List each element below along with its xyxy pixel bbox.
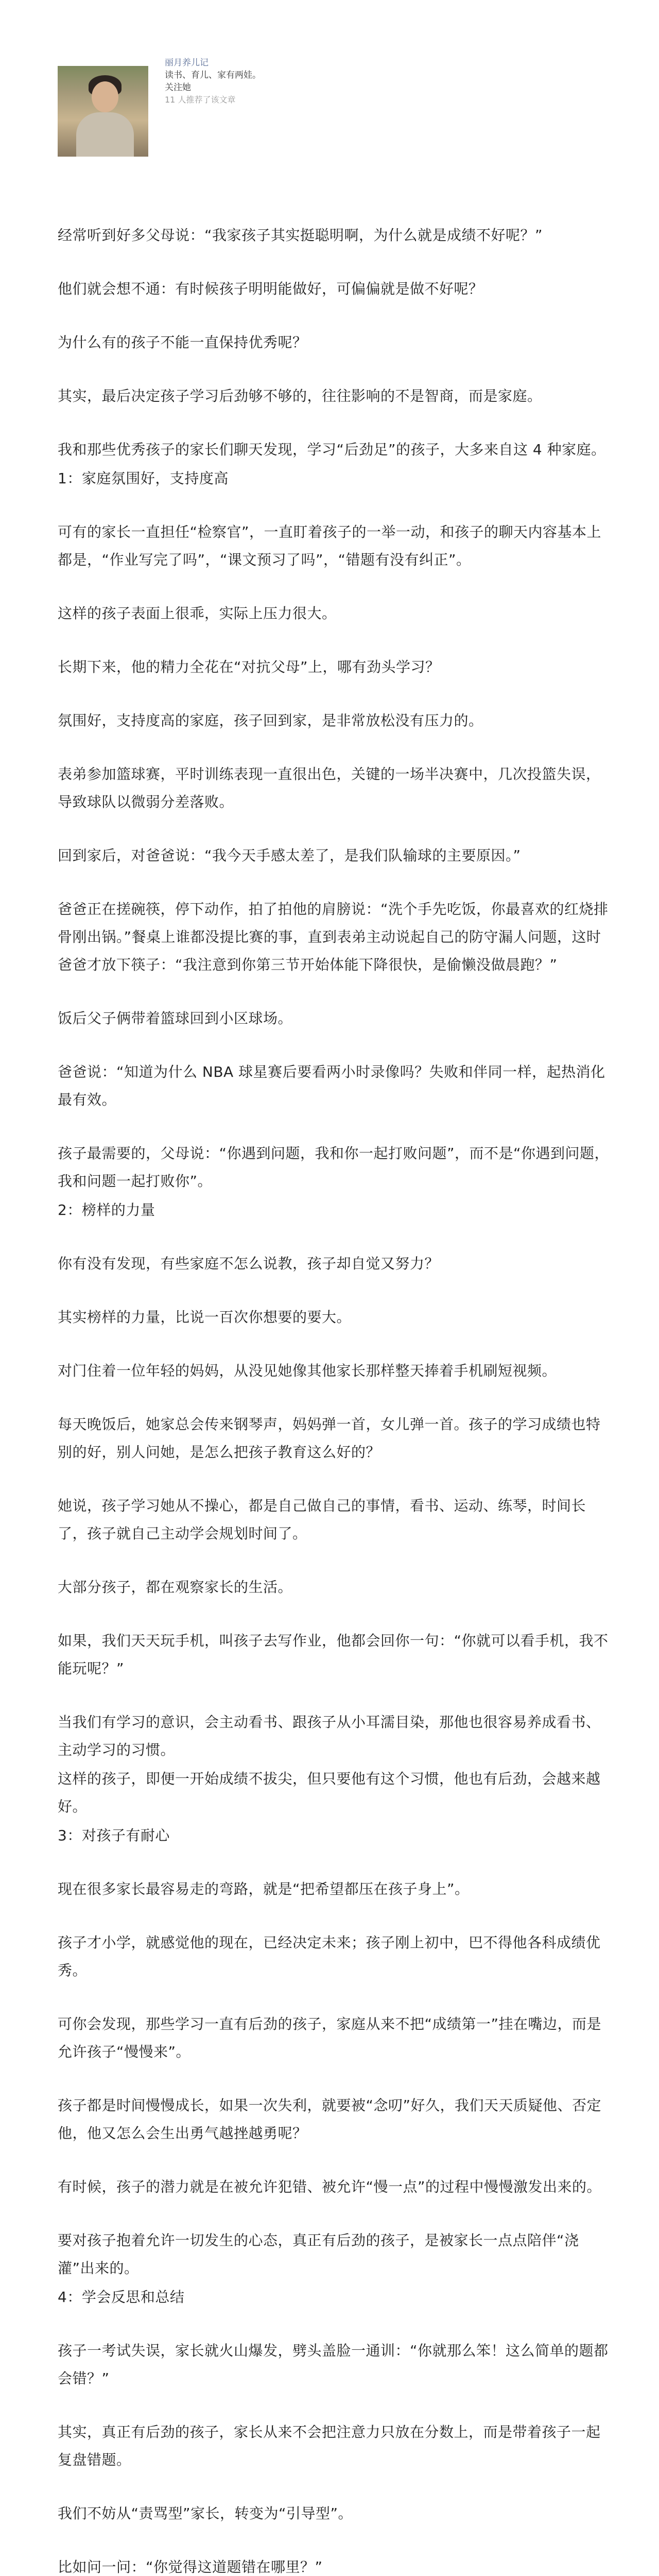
author-card: [58, 57, 610, 180]
article-paragraph: 当我们有学习的意识，会主动看书、跟孩子从小耳濡目染，那他也很容易养成看书、主动学习的习惯。: [58, 1714, 601, 1758]
avatar-figure-body: [76, 112, 134, 157]
article-paragraph: 爸爸正在搓碗筷，停下动作，拍了拍他的肩膀说：“洗个手先吃饭，你最喜欢的红烧排骨刚出锅。”餐桌上谁都没提比赛的事，直到表弟主动说起自己的防守漏人问题，这时爸爸才放下筷子：“我注意到你第三节开始体能下降很快，是偷懒没做晨跑？”: [58, 901, 609, 973]
article-paragraph: 孩子一考试失误，家长就火山爆发，劈头盖脸一通训：“你就那么笨！这么简单的题都会错？”: [58, 2342, 609, 2387]
article-paragraph: 你有没有发现，有些家庭不怎么说教，孩子却自觉又努力？: [58, 1255, 440, 1272]
article-paragraph: 这样的孩子，即便一开始成绩不拔尖，但只要他有这个习惯，他也有后劲，会越来越好。: [58, 1770, 601, 1815]
author-nickname[interactable]: 丽月养儿记: [165, 58, 209, 68]
article-paragraph: 孩子才小学，就感觉他的现在，已经决定未来；孩子刚上初中，巴不得他各科成绩优秀。: [58, 1934, 601, 1979]
article-paragraph: 如果，我们天天玩手机，叫孩子去写作业，他都会回你一句：“你就可以看手机，我不能玩呢？”: [58, 1632, 609, 1677]
article-paragraph: 可你会发现，那些学习一直有后劲的孩子，家庭从来不把“成绩第一”挂在嘴边，而是允许孩子“慢慢来”。: [58, 2015, 602, 2060]
article-paragraph: 他们就会想不通：有时候孩子明明能做好，可偏偏就是做不好呢？: [58, 280, 483, 297]
article-paragraph: 3：对孩子有耐心: [58, 1827, 170, 1844]
article-paragraph: 长期下来，他的精力全花在“对抗父母”上，哪有劲头学习？: [58, 658, 440, 675]
follow-link[interactable]: 关注她: [165, 82, 191, 93]
article-paragraph: 表弟参加篮球赛，平时训练表现一直很出色，关键的一场半决赛中，几次投篮失误，导致球队以微弱分差落败。: [58, 766, 601, 810]
article-paragraph: 经常听到好多父母说：“我家孩子其实挺聪明啊，为什么就是成绩不好呢？”: [58, 227, 543, 244]
article-paragraph: 2：榜样的力量: [58, 1201, 155, 1218]
article-paragraph: 每天晚饭后，她家总会传来钢琴声，妈妈弹一首，女儿弹一首。孩子的学习成绩也特别的好，别人问她，是怎么把孩子教育这么好的？: [58, 1416, 601, 1461]
article-paragraph: 孩子都是时间慢慢成长，如果一次失利，就要被“念叨”好久，我们天天质疑他、否定他，他又怎么会生出勇气越挫越勇呢？: [58, 2097, 602, 2142]
article-paragraph: 孩子最需要的，父母说：“你遇到问题，我和你一起打败问题”，而不是“你遇到问题，我和问题一起打败你”。: [58, 1145, 610, 1190]
article-paragraph: 回到家后，对爸爸说：“我今天手感太差了，是我们队输球的主要原因。”: [58, 847, 521, 864]
article-paragraph: 我们不妨从“责骂型”家长，转变为“引导型”。: [58, 2505, 353, 2522]
article-paragraph: 大部分孩子，都在观察家长的生活。: [58, 1579, 293, 1596]
article-paragraph: 比如问一问：“你觉得这道题错在哪里？”: [58, 2558, 323, 2575]
article-paragraph: 她说，孩子学习她从不操心，都是自己做自己的事情，看书、运动、练琴，时间长了，孩子就自己主动学会规划时间了。: [58, 1497, 586, 1542]
article-paragraph: 为什么有的孩子不能一直保持优秀呢？: [58, 334, 307, 351]
article-paragraph: 我和那些优秀孩子的家长们聊天发现，学习“后劲足”的孩子，大多来自这 4 种家庭。: [58, 441, 606, 458]
author-bio: 读书、育儿、家有两娃。: [165, 70, 261, 80]
article-paragraph: 4：学会反思和总结: [58, 2289, 185, 2306]
avatar-figure-head: [92, 81, 118, 112]
article-paragraph: 氛围好，支持度高的家庭，孩子回到家，是非常放松没有压力的。: [58, 712, 483, 729]
article-paragraph: 爸爸说：“知道为什么 NBA 球星赛后要看两小时录像吗？失败和伴同一样，起热消化最有效。: [58, 1063, 605, 1108]
author-info: [165, 57, 261, 106]
article-paragraph: 这样的孩子表面上很乖，实际上压力很大。: [58, 605, 337, 622]
article-paragraph: 其实榜样的力量，比说一百次你想要的要大。: [58, 1309, 352, 1326]
article-body: [58, 222, 610, 2576]
article-paragraph: 其实，最后决定孩子学习后劲够不够的，往往影响的不是智商，而是家庭。: [58, 387, 542, 404]
article-paragraph: 有时候，孩子的潜力就是在被允许犯错、被允许“慢一点”的过程中慢慢激发出来的。: [58, 2178, 602, 2195]
article-paragraph: 1：家庭氛围好，支持度高: [58, 470, 229, 487]
article-paragraph: 饭后父子俩带着篮球回到小区球场。: [58, 1010, 293, 1027]
article-paragraph: 其实，真正有后劲的孩子，家长从来不会把注意力只放在分数上，而是带着孩子一起复盘错题。: [58, 2424, 601, 2468]
article-paragraph: 可有的家长一直担任“检察官”，一直盯着孩子的一举一动，和孩子的聊天内容基本上都是，“作业写完了吗”，“课文预习了吗”，“错题有没有纠正”。: [58, 523, 602, 568]
author-avatar[interactable]: [58, 66, 148, 157]
article-paragraph: 现在很多家长最容易走的弯路，就是“把希望都压在孩子身上”。: [58, 1880, 470, 1897]
article-paragraph: 要对孩子抱着允许一切发生的心态，真正有后劲的孩子，是被家长一点点陪伴“浇灌”出来的。: [58, 2232, 579, 2277]
article-paragraph: 对门住着一位年轻的妈妈，从没见她像其他家长那样整天捧着手机刷短视频。: [58, 1362, 557, 1379]
recommend-count: 11 人推荐了该文章: [165, 95, 236, 105]
